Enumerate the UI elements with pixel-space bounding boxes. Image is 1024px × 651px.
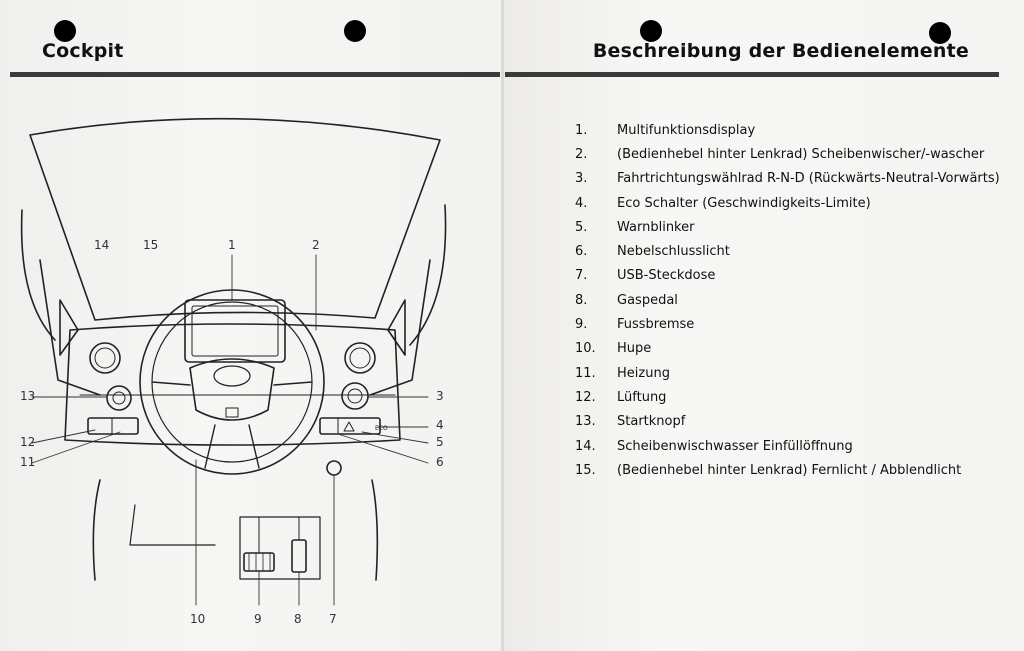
callout-4: 4 bbox=[436, 418, 444, 432]
list-item bbox=[575, 434, 1000, 458]
list-item-label: Gaspedal bbox=[617, 292, 678, 308]
list-item-number: 1. bbox=[575, 122, 588, 138]
list-item-number: 3. bbox=[575, 171, 588, 187]
cockpit-diagram bbox=[0, 100, 503, 640]
callout-3: 3 bbox=[436, 389, 444, 403]
list-item bbox=[575, 312, 1000, 336]
callout-2: 2 bbox=[312, 238, 320, 252]
list-item-number: 9. bbox=[575, 317, 588, 333]
gas-pedal bbox=[292, 540, 306, 572]
list-item-number: 7. bbox=[575, 268, 588, 284]
footwell-box bbox=[240, 517, 320, 579]
callout-10: 10 bbox=[190, 612, 206, 626]
list-item bbox=[575, 410, 1000, 434]
list-item-number: 14. bbox=[575, 438, 596, 454]
page-title-cockpit: Cockpit bbox=[42, 40, 124, 62]
list-item-label: Multifunktionsdisplay bbox=[617, 122, 756, 138]
callout-1: 1 bbox=[228, 238, 236, 252]
list-item-label: Startknopf bbox=[617, 414, 686, 430]
list-item bbox=[575, 264, 1000, 288]
header-rule-right bbox=[505, 72, 999, 77]
list-item-label: (Bedienhebel hinter Lenkrad) Scheibenwischer/-wascher bbox=[617, 146, 985, 162]
brake-pedal bbox=[244, 553, 274, 571]
header-rule-left bbox=[10, 72, 500, 77]
list-item bbox=[575, 288, 1000, 312]
list-item bbox=[575, 191, 1000, 215]
list-item bbox=[575, 239, 1000, 263]
list-item-label: Nebelschlusslicht bbox=[617, 244, 730, 260]
callout-13: 13 bbox=[20, 389, 36, 403]
callout-8: 8 bbox=[294, 612, 302, 626]
punch-hole bbox=[640, 20, 662, 42]
hazard-icon bbox=[344, 422, 354, 431]
list-item-number: 6. bbox=[575, 244, 588, 260]
punch-hole bbox=[344, 20, 366, 42]
list-item-number: 11. bbox=[575, 365, 596, 381]
list-item bbox=[575, 385, 1000, 409]
steering-wheel-outer bbox=[140, 290, 324, 474]
list-item bbox=[575, 167, 1000, 191]
list-item bbox=[575, 361, 1000, 385]
list-item-label: Eco Schalter (Geschwindigkeits-Limite) bbox=[617, 195, 871, 211]
usb-socket bbox=[327, 461, 341, 475]
list-item-label: Scheibenwischwasser Einfüllöffnung bbox=[617, 438, 853, 454]
list-item-label: USB-Steckdose bbox=[617, 268, 716, 284]
list-item-number: 5. bbox=[575, 219, 588, 235]
list-item bbox=[575, 142, 1000, 166]
callout-5: 5 bbox=[436, 435, 444, 449]
list-item bbox=[575, 337, 1000, 361]
start-button bbox=[107, 386, 131, 410]
callout-12: 12 bbox=[20, 435, 36, 449]
switch-panel-right bbox=[320, 418, 380, 434]
list-item-number: 15. bbox=[575, 462, 596, 478]
controls-list bbox=[575, 118, 1000, 482]
drive-selector-knob bbox=[342, 383, 368, 409]
list-item-label: Fussbremse bbox=[617, 317, 695, 333]
switch-panel-left bbox=[88, 418, 138, 434]
list-item-label: Hupe bbox=[617, 341, 652, 357]
callout-7: 7 bbox=[329, 612, 337, 626]
list-item-label: Fahrtrichtungswählrad R-N-D (Rückwärts-Neutral-Vorwärts) bbox=[617, 171, 1000, 187]
list-item-number: 13. bbox=[575, 414, 596, 430]
eco-label: ECO bbox=[375, 425, 388, 432]
list-item bbox=[575, 458, 1000, 482]
list-item-number: 8. bbox=[575, 292, 588, 308]
punch-hole bbox=[54, 20, 76, 42]
list-item-label: Lüftung bbox=[617, 389, 667, 405]
list-item-number: 4. bbox=[575, 195, 588, 211]
callout-9: 9 bbox=[254, 612, 262, 626]
list-item bbox=[575, 215, 1000, 239]
callout-6: 6 bbox=[436, 455, 444, 469]
steering-hub bbox=[190, 359, 274, 420]
callout-11: 11 bbox=[20, 455, 36, 469]
list-item-label: (Bedienhebel hinter Lenkrad) Fernlicht / Abblendlicht bbox=[617, 462, 962, 478]
list-item bbox=[575, 118, 1000, 142]
page-title-description: Beschreibung der Bedienelemente bbox=[592, 40, 969, 62]
list-item-number: 12. bbox=[575, 389, 596, 405]
list-item-label: Warnblinker bbox=[617, 219, 695, 235]
list-item-number: 10. bbox=[575, 341, 596, 357]
callout-15: 15 bbox=[143, 238, 159, 252]
callout-14: 14 bbox=[94, 238, 110, 252]
list-item-number: 2. bbox=[575, 146, 588, 162]
list-item-label: Heizung bbox=[617, 365, 670, 381]
